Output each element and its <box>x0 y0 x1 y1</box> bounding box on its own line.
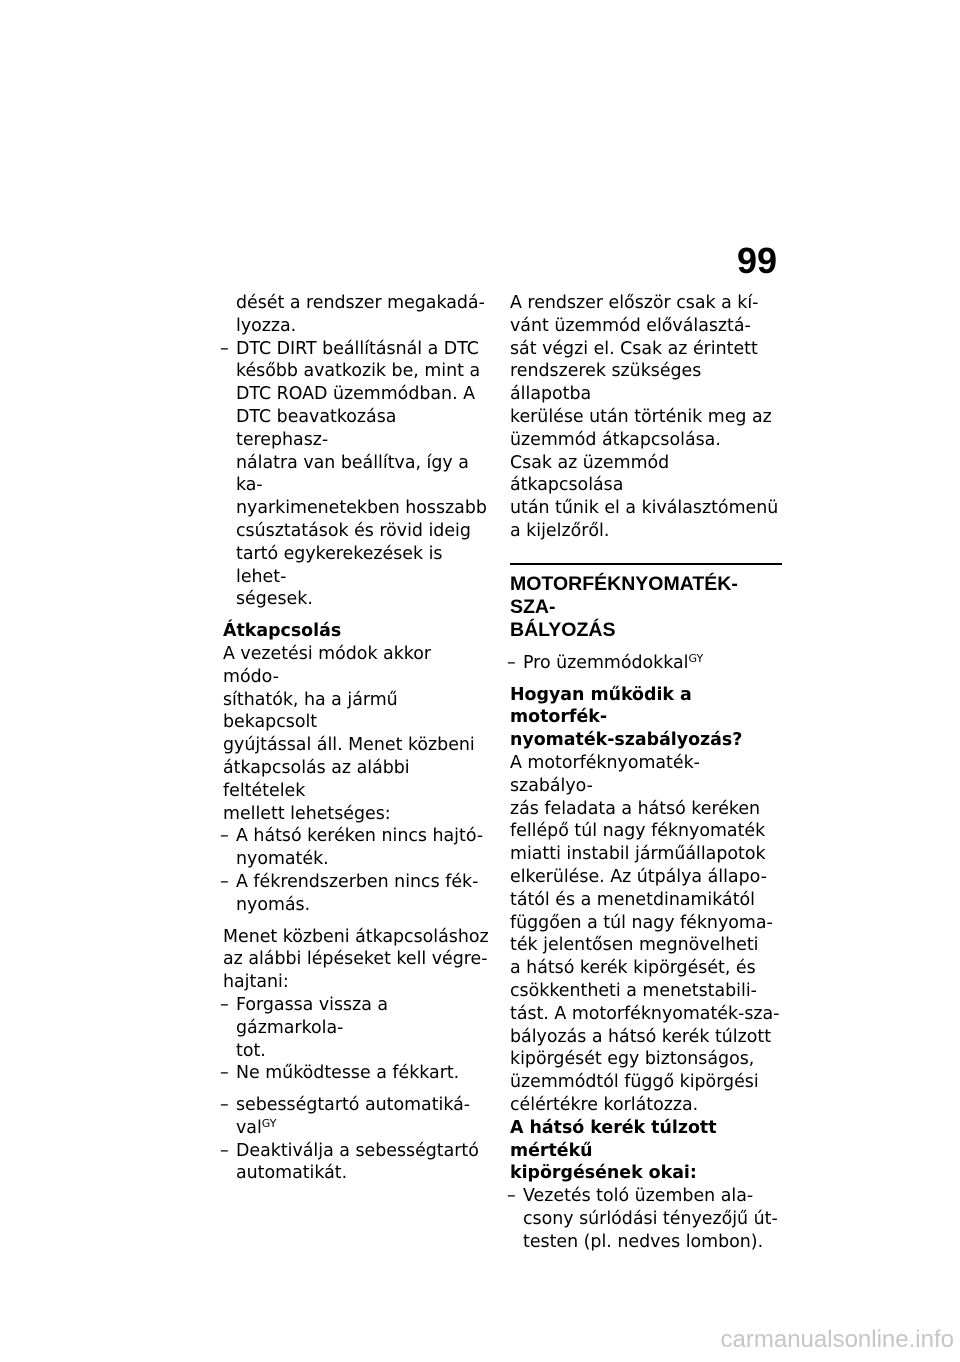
while-riding-paragraph <box>223 926 491 994</box>
text-line: rendszerek szükséges állapotba <box>510 361 702 405</box>
condition-item <box>220 825 491 871</box>
how-it-works-heading <box>510 684 782 752</box>
text-line: Hogyan működik a motorfék- <box>510 684 692 728</box>
pro-mode-item <box>507 651 782 675</box>
how-it-works-paragraph <box>510 752 782 1117</box>
text-line: MOTORFÉKNYOMATÉK-SZA- <box>510 572 738 618</box>
dash-bullet: – <box>220 338 229 359</box>
dash-bullet: – <box>507 652 516 673</box>
page-number: 99 <box>736 240 777 281</box>
text-line: Menet közbeni átkapcsoláshoz <box>223 926 489 947</box>
text-line: A vezetési módok akkor módo- <box>223 643 432 687</box>
text-line: tot. <box>236 1040 266 1061</box>
cruise-control-item <box>220 1094 491 1140</box>
text-line: elkerülése. Az útpálya állapo- <box>510 866 767 887</box>
text-line: A fékrendszerben nincs fék- <box>236 871 479 892</box>
text-line: Ne működtesse a fékkart. <box>236 1063 460 1084</box>
text-line: kerülése után történik meg az <box>510 406 772 427</box>
text-line: célértékre korlátozza. <box>510 1094 699 1115</box>
text-line: ték jelentősen megnövelheti <box>510 935 759 956</box>
left-column <box>220 292 491 1185</box>
text-line: BÁLYOZÁS <box>510 618 616 641</box>
text-line: sát végzi el. Csak az érintett <box>510 338 758 359</box>
text-line: üzemmódtól függő kipörgési <box>510 1072 759 1093</box>
text-line: A rendszer először csak a kí- <box>510 293 759 313</box>
switching-paragraph <box>223 643 491 825</box>
dash-bullet: – <box>220 1063 229 1084</box>
text-line: dését a rendszer megakadá- <box>236 293 485 313</box>
text-line: miatti instabil járműállapotok <box>510 844 766 865</box>
text-line: A hátsó kerék túlzott mértékű <box>510 1117 717 1161</box>
text-line: kipörgését egy biztonságos, <box>510 1049 755 1070</box>
step-item <box>220 994 491 1062</box>
text-line: nyomás. <box>236 894 311 915</box>
text-line: vánt üzemmód előválasztá- <box>510 315 751 336</box>
text-line: hajtani: <box>223 972 289 993</box>
text-line: nyomaték. <box>236 849 329 870</box>
text-line: lyozza. <box>236 315 297 336</box>
dash-bullet: – <box>220 871 229 892</box>
text-line: A motorféknyomaték-szabályo- <box>510 752 700 796</box>
text-line: Deaktiválja a sebességtartó <box>236 1140 479 1161</box>
text-line: csúsztatások és rövid ideig <box>236 520 471 541</box>
text-line: gyújtással áll. Menet közbeni <box>223 735 475 756</box>
section-title <box>510 573 782 642</box>
text-line: tától és a menetdinamikától <box>510 889 755 910</box>
text-line: sebességtartó automatiká- <box>236 1095 471 1116</box>
dash-bullet: – <box>220 1140 229 1161</box>
condition-item <box>220 871 491 917</box>
text-line: tartó egykerekezések is lehet- <box>236 543 443 587</box>
step-item <box>220 1062 491 1085</box>
text-line: Csak az üzemmód átkapcsolása <box>510 452 670 496</box>
menu-disappear-paragraph <box>510 452 782 543</box>
right-column <box>507 292 782 1253</box>
text-line: Forgassa vissza a gázmarkola- <box>236 994 389 1038</box>
text-line: az alábbi lépéseket kell végre- <box>223 949 488 970</box>
text-line: síthatók, ha a jármű bekapcsolt <box>223 689 398 733</box>
switching-heading: Átkapcsolás <box>223 621 342 642</box>
text-line: csökkentheti a menetstabili- <box>510 980 757 1001</box>
text-line: üzemmód átkapcsolása. <box>510 429 721 450</box>
text-line: később avatkozik be, mint a <box>236 361 481 382</box>
intro-paragraph <box>223 292 491 338</box>
preselection-paragraph <box>510 292 782 452</box>
text-line: tást. A motorféknyomaték-sza- <box>510 1003 780 1024</box>
text-line: bályozás a hátsó kerék túlzott <box>510 1026 772 1047</box>
text-line: A hátsó keréken nincs hajtó- <box>236 826 484 847</box>
text-line: DTC beavatkozása terephasz- <box>236 406 397 450</box>
text-line: kipörgésének okai: <box>510 1163 697 1184</box>
text-line: fellépő túl nagy féknyomaték <box>510 821 766 842</box>
dash-bullet: – <box>220 1095 229 1116</box>
text-line: csony súrlódási tényezőjű út- <box>523 1208 778 1229</box>
text-line: Vezetés toló üzemben ala- <box>523 1186 754 1207</box>
text-line <box>523 652 782 675</box>
cause-item <box>507 1185 782 1253</box>
dtc-dirt-item <box>220 338 491 612</box>
dash-bullet: – <box>507 1186 516 1207</box>
text-line: mellett lehetséges: <box>223 803 391 824</box>
watermark-text: carmanualsonline.info <box>720 1326 954 1353</box>
text-line: ségesek. <box>236 589 313 610</box>
text-line: nálatra van beállítva, így a ka- <box>236 452 469 496</box>
text-line: után tűnik el a kiválasztómenü <box>510 498 779 519</box>
text-line: testen (pl. nedves lombon). <box>523 1231 764 1252</box>
text-line: függően a túl nagy féknyoma- <box>510 912 773 933</box>
text-line: DTC ROAD üzemmódban. A <box>236 384 476 405</box>
text-line: nyarkimenetekben hosszabb <box>236 498 487 519</box>
text-line: átkapcsolás az alábbi feltételek <box>223 757 410 801</box>
text-line: automatikát. <box>236 1163 348 1184</box>
option-superscript: GY <box>688 651 704 665</box>
option-superscript: GY <box>261 1116 277 1130</box>
dash-bullet: – <box>220 994 229 1015</box>
section-divider <box>510 563 782 565</box>
text-line <box>236 1117 491 1140</box>
text-line: a hátsó kerék kipörgését, és <box>510 958 756 979</box>
text-line: DTC DIRT beállításnál a DTC <box>236 338 479 359</box>
text-line: nyomaték-szabályozás? <box>510 730 743 751</box>
causes-heading <box>510 1117 782 1185</box>
cruise-step-item <box>220 1140 491 1186</box>
text-fragment: Pro üzemmódokkal <box>523 652 689 673</box>
text-fragment: val <box>236 1117 262 1138</box>
text-line: zás feladata a hátsó keréken <box>510 798 761 819</box>
dash-bullet: – <box>220 826 229 847</box>
text-line: a kijelzőről. <box>510 520 610 541</box>
